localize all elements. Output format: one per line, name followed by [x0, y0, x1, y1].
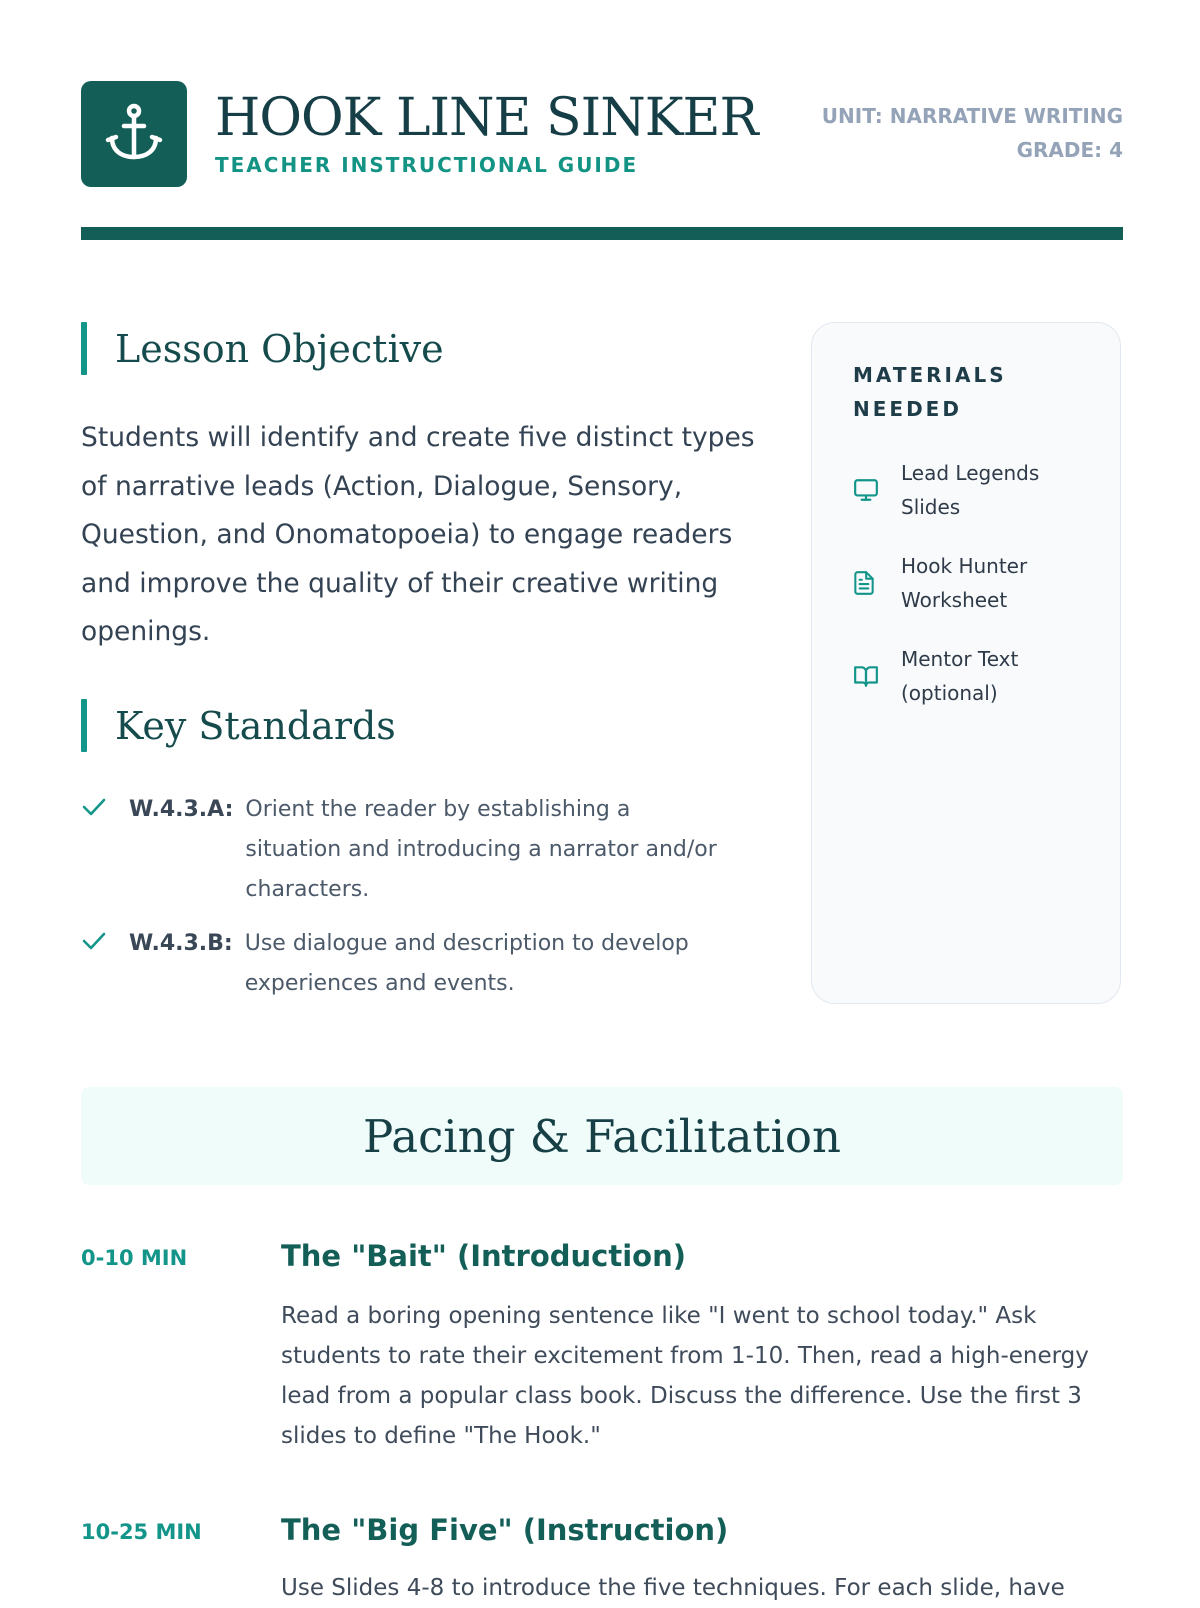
label-line: (optional)	[901, 681, 998, 705]
lesson-objective-heading	[81, 322, 444, 375]
standard-line: Use dialogue and description to develop	[244, 931, 689, 956]
label-line: Slides	[901, 495, 961, 519]
anchor-icon	[105, 102, 163, 166]
unit-grade-info	[822, 99, 1123, 167]
standard-description	[245, 790, 716, 910]
book-icon	[853, 663, 901, 689]
material-label	[901, 642, 1091, 710]
heading-line: MATERIALS	[853, 363, 1007, 387]
materials-card	[811, 322, 1121, 1004]
standard-line: Orient the reader by establishing a	[245, 797, 631, 822]
section-title: Key Standards	[115, 703, 396, 748]
material-label	[901, 456, 1091, 524]
unit-label: UNIT: NARRATIVE WRITING	[821, 104, 1123, 128]
monitor-icon	[853, 477, 901, 503]
label-line: Worksheet	[901, 588, 1008, 612]
material-item-slides	[853, 456, 1091, 524]
header-divider	[81, 227, 1123, 240]
step-description: Read a boring opening sentence like "I went to school today." Ask students to rate their excitement from 1-10. Then, read a high-energy lead from a popular class book. Discuss the difference. Use the first 3 slides to define "The Hook."	[281, 1303, 1089, 1449]
lesson-objective-text: Students will identify and create five distinct types of narrative leads (Action, Dialogue, Sensory, Question, and Onomatopoeia) to engage readers and improve the quality of their creative writing openings.	[81, 422, 755, 647]
pacing-banner	[81, 1087, 1123, 1185]
instructional-guide-page	[81, 0, 1123, 1600]
document-icon	[853, 570, 901, 596]
check-icon	[81, 924, 129, 1004]
pacing-heading: Pacing & Facilitation	[363, 1109, 841, 1163]
heading-line: NEEDED	[853, 397, 962, 421]
standard-code: W.4.3.A:	[129, 797, 234, 822]
heading-accent-bar	[81, 699, 87, 752]
label-line: Lead Legends	[901, 461, 1040, 485]
standard-item	[81, 790, 717, 910]
grade-label: GRADE: 4	[1016, 138, 1123, 162]
label-line: Hook Hunter	[901, 554, 1028, 578]
label-line: Mentor Text	[901, 647, 1019, 671]
standard-line: characters.	[245, 877, 370, 902]
material-item-worksheet	[853, 549, 1091, 617]
guide-title: HOOK LINE SINKER	[215, 88, 758, 148]
heading-accent-bar	[81, 322, 87, 375]
step-title: The "Big Five" (Instruction)	[281, 1513, 729, 1547]
guide-subtitle: TEACHER INSTRUCTIONAL GUIDE	[215, 153, 639, 177]
logo	[81, 81, 187, 187]
step-title: The "Bait" (Introduction)	[281, 1239, 686, 1273]
section-title: Lesson Objective	[115, 326, 444, 371]
material-item-mentor-text	[853, 642, 1091, 710]
standard-line: experiences and events.	[244, 971, 515, 996]
material-label	[901, 549, 1091, 617]
check-icon	[81, 790, 129, 910]
step-time-badge: 10-25 MIN	[81, 1520, 202, 1544]
standard-line: situation and introducing a narrator and/or	[245, 837, 717, 862]
materials-heading	[853, 358, 1007, 426]
step-description: Use Slides 4-8 to introduce the five techniques. For each slide, have	[281, 1575, 1065, 1601]
standard-code: W.4.3.B:	[129, 931, 233, 956]
standard-item	[81, 924, 689, 1004]
step-time-badge: 0-10 MIN	[81, 1246, 188, 1270]
standard-description	[245, 924, 689, 1004]
key-standards-heading	[81, 699, 396, 752]
